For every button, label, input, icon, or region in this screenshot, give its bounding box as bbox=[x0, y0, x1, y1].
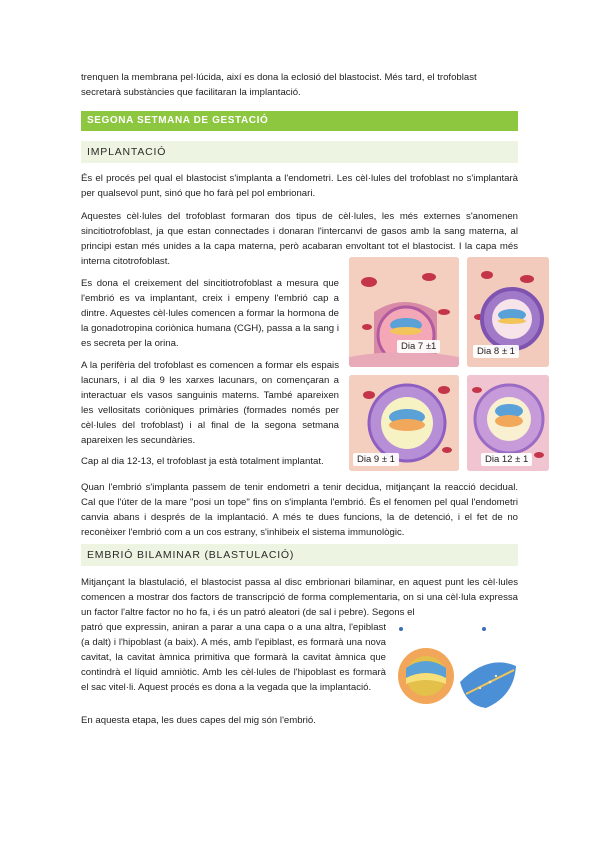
label-day-12: Dia 12 ± 1 bbox=[481, 453, 532, 466]
intro-line-2: secretarà substàncies que facilitaran la implantació. bbox=[81, 87, 301, 98]
heading-implantacio: IMPLANTACIÓ bbox=[81, 141, 518, 163]
paragraph-bilaminar-1a: Mitjançant la blastulació, el blastocist passa al disc embrionari bilaminar, en aquest punt les cèl·lules comencen a mostrar dos factors de transcripció de forma complementaria, on si una cèl·lula expressa un factor l'altre factor no ho fa, i és un patró aleatori (de sal i pebre). Segons el bbox=[81, 577, 518, 618]
label-day-9: Dia 9 ± 1 bbox=[353, 453, 399, 466]
bilaminar-disc-illustration bbox=[396, 624, 518, 714]
paragraph-bilaminar-1b: patró que expressin, aniran a parar a una capa o a una altra, l'epiblast (a dalt) i l'hipoblast (a baix). A més, amb l'epiblast, es formarà una nova cavitat, la cavitat àmnica primitiva que formarà la cavitat àmnica que contindrà el líquid amniòtic. Amb les cèl·lules de l'hipoblast es formarà el sac vitel·li. Aquest procés es dona a la vegada que la implantació. bbox=[81, 622, 386, 693]
figure-panel-day-7 bbox=[349, 257, 459, 367]
figure-panel-day-9 bbox=[349, 375, 459, 471]
figure-panel-day-12 bbox=[467, 375, 549, 471]
bilaminar-figure bbox=[396, 624, 518, 714]
paragraph-implantacio-4: A la perifèria del trofoblast es comencen a formar els espais lacunars, i al dia 9 les xarxes lacunars, on començaran a interactuar els vasos sanguinis materns. També apareixen les vellositats coriòniques primàries (formades només per cèl·lules del trofoblast) i al final de la segona setmana apareixen les secundàries. bbox=[81, 360, 339, 446]
figure-panel-day-8 bbox=[467, 257, 549, 367]
paragraph-implantacio-6: Quan l'embrió s'implanta passem de tenir endometri a tenir decidua, mitjançant la reacció decidual. Cal que l'úter de la mare "posi un tope" fins on s'implanta l'embrió. És el fenomen pel qual l'endometri canvia abans i després de la implantació. A més te dues funcions, la de detenció, i el fet de no reconèixer l'embrió com a un cos estrany, s'inhibeix el sistema immunològic. bbox=[81, 482, 518, 538]
paragraph-implantacio-5: Cap al dia 12-13, el trofoblast ja està totalment implantat. bbox=[81, 456, 324, 467]
label-day-8: Dia 8 ± 1 bbox=[473, 345, 519, 358]
paragraph-implantacio-1: És el procés pel qual el blastocist s'implanta a l'endometri. Les cèl·lules del trofoblast no s'implantarà per qualsevol punt, sinó que ho farà pel pol embrionari. bbox=[81, 173, 518, 199]
label-day-7: Dia 7 ±1 bbox=[397, 340, 440, 353]
heading-embrio-bilaminar: EMBRIÓ BILAMINAR (BLASTULACIÓ) bbox=[81, 544, 518, 566]
implantation-figure bbox=[349, 257, 529, 471]
paragraph-implantacio-2: Aquestes cèl·lules del trofoblast formaran dos tipus de cèl·lules, les més externes s'anomenen sincitiotrofoblast, ja que estan connectades i donaran l'intercanvi de gasos amb la sang materna, al principi estan més unides a la capa materna, però acabaran envoltant tot el blastocist. I la capa més interna citotrofoblast. bbox=[81, 211, 518, 267]
intro-line-1: trenquen la membrana pel·lúcida, així es dona la eclosió del blastocist. Més tard, el trofoblast bbox=[81, 72, 477, 83]
paragraph-bilaminar-2: En aquesta etapa, les dues capes del mig són l'embrió. bbox=[81, 715, 316, 726]
paragraph-implantacio-3: Es dona el creixement del sincitiotrofoblast a mesura que l'embrió es va implantant, creix i empeny l'embrió cap a dintre. Aquestes cèl·lules comencen a formar la hormona de la gonadotropina coriònica humana (CGH), passa a la sang i es secreta per la orina. bbox=[81, 278, 339, 349]
section-title-segona-setmana: SEGONA SETMANA DE GESTACIÓ bbox=[81, 111, 518, 131]
